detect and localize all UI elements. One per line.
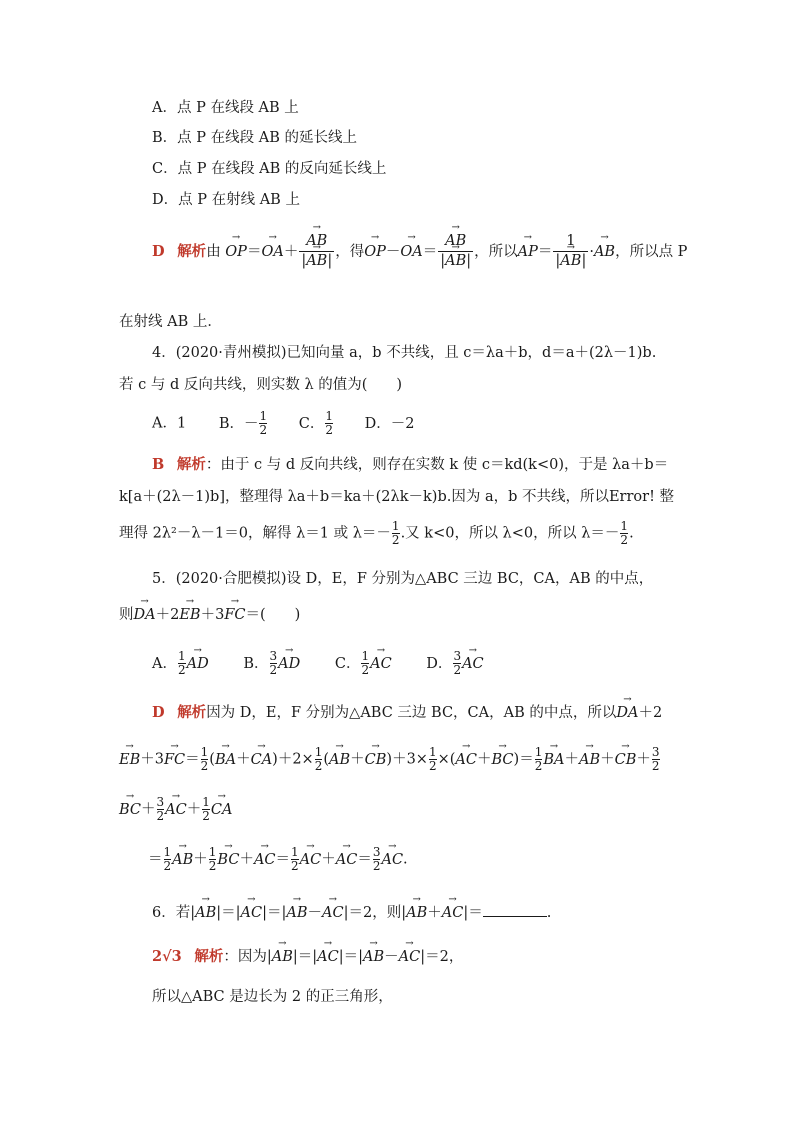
q4-stem-line1: 4．(2020·青州模拟)已知向量 a，b 不共线，且 c＝λa＋b，d＝a＋(2λ－1)b.: [152, 345, 657, 361]
q5-option-a: A． $\frac{1}{2}$ → AD: [152, 656, 209, 672]
q5-option-d: D． $\frac{3}{2}$ → AC: [426, 656, 483, 672]
q3-label: 解析: [177, 242, 207, 260]
q5-stem-line1: 5．(2020·合肥模拟)设 D，E，F 分别为△ABC 三边 BC，CA，AB 的中点，: [152, 571, 654, 587]
q4-options: [152, 410, 414, 437]
q5-solution-line3: → BC＋ $\frac{3}{2}$ → AC＋ $\frac{1}{2}$ → CA: [119, 796, 232, 823]
q3-option-b: B．点 P 在线段 AB 的延长线上: [152, 130, 357, 146]
q5-option-c: C． $\frac{1}{2}$ → AC: [335, 656, 392, 672]
q4-solution-line3: 理得 2λ²－λ－1＝0，解得 λ＝1 或 λ＝－ $\frac{1}{2}$ .又 k<0，所以 λ<0，所以 λ＝－ $\frac{1}{2}$ .: [119, 519, 634, 548]
q3-solution-cont: 在射线 AB 上．: [119, 314, 222, 330]
q6-label: 解析: [194, 948, 224, 965]
q5-option-b: B． $\frac{3}{2}$ → AD: [243, 656, 300, 672]
q4-option-b: B．－ $\frac{1}{2}$: [218, 409, 268, 438]
q6-stem: 6．若|→ AB|＝|→ AC|＝|→ AB－→ AC|＝2，则|→ AB＋→ AC|＝ .: [152, 904, 551, 921]
q4-answer: B: [152, 456, 165, 473]
q6-solution-line2: 所以△ABC 是边长为 2 的正三角形，: [152, 989, 393, 1005]
q3-option-a: A．点 P 在线段 AB 上: [152, 100, 299, 116]
q4-stem-line2: 若 c 与 d 反向共线，则实数 λ 的值为( ): [119, 377, 403, 393]
q3-fraction-3: $\frac{1}{|\to AB|}$: [553, 234, 588, 270]
q4-label: 解析: [176, 456, 206, 473]
q3-solution-line: D 解析由 → OP＝→ OA＋ → $\frac{AB}{|\to AB|}$ ，得→ OP－→ OA＝ → $\frac{AB}{|\to AB|}$ ，所以→ AP＝ $\frac{1}{|\to AB|}$ ·→ AB，所以点 P: [152, 234, 687, 270]
q5-solution-line2: → EB＋3→ FC＝ $\frac{1}{2}$ (→ BA＋→ CA)＋2× $\frac{1}{2}$ (→ AB＋→ CB)＋3× $\frac{1}{2}$ ×(→ AC＋→ BC)＝ $\frac{1}{2}$ → BA＋→ AB＋→ CB＋ $\frac{3}{2}$: [119, 746, 661, 773]
q5-answer: D: [152, 704, 165, 721]
q5-options: [152, 650, 484, 677]
q3-answer: D: [152, 242, 165, 260]
q5-label: 解析: [177, 704, 207, 721]
q5-stem-line2: 则→ DA＋2→ EB＋3→ FC＝( ): [119, 608, 300, 623]
q4-option-a: A．1: [152, 415, 187, 432]
q4-solution-line2: k[a＋(2λ－1)b]，整理得 λa＋b＝ka＋(2λk－k)b.因为 a，b 不共线，所以Error! 整: [119, 489, 675, 505]
q4-option-d: D．－2: [364, 415, 415, 432]
q3-fraction-2: → $\frac{AB}{|\to AB|}$: [438, 234, 473, 270]
q5-solution-line4: ＝ $\frac{1}{2}$ → AB＋ $\frac{1}{2}$ → BC＋→ AC＝ $\frac{1}{2}$ → AC＋→ AC＝ $\frac{3}{2}$ → AC.: [148, 846, 408, 873]
q3-fraction-1: → $\frac{AB}{|\to AB|}$: [299, 234, 334, 270]
q6-answer-blank: [483, 904, 547, 917]
q3-option-c: C．点 P 在线段 AB 的反向延长线上: [152, 161, 387, 177]
q5-solution-line1: D 解析因为 D，E，F 分别为△ABC 三边 BC，CA，AB 的中点，所以→ DA＋2: [152, 706, 662, 721]
q4-solution-line1: B 解析：由于 c 与 d 反向共线，则存在实数 k 使 c＝kd(k<0)，于是 λa＋b＝: [152, 456, 669, 473]
q3-option-d: D．点 P 在射线 AB 上: [152, 192, 300, 208]
q4-option-c: C． $\frac{1}{2}$: [298, 409, 333, 438]
q6-answer: 2√3: [152, 948, 182, 965]
q6-solution-line1: 2√3 解析：因为|→ AB|＝|→ AC|＝|→ AB－→ AC|＝2，: [152, 950, 463, 965]
